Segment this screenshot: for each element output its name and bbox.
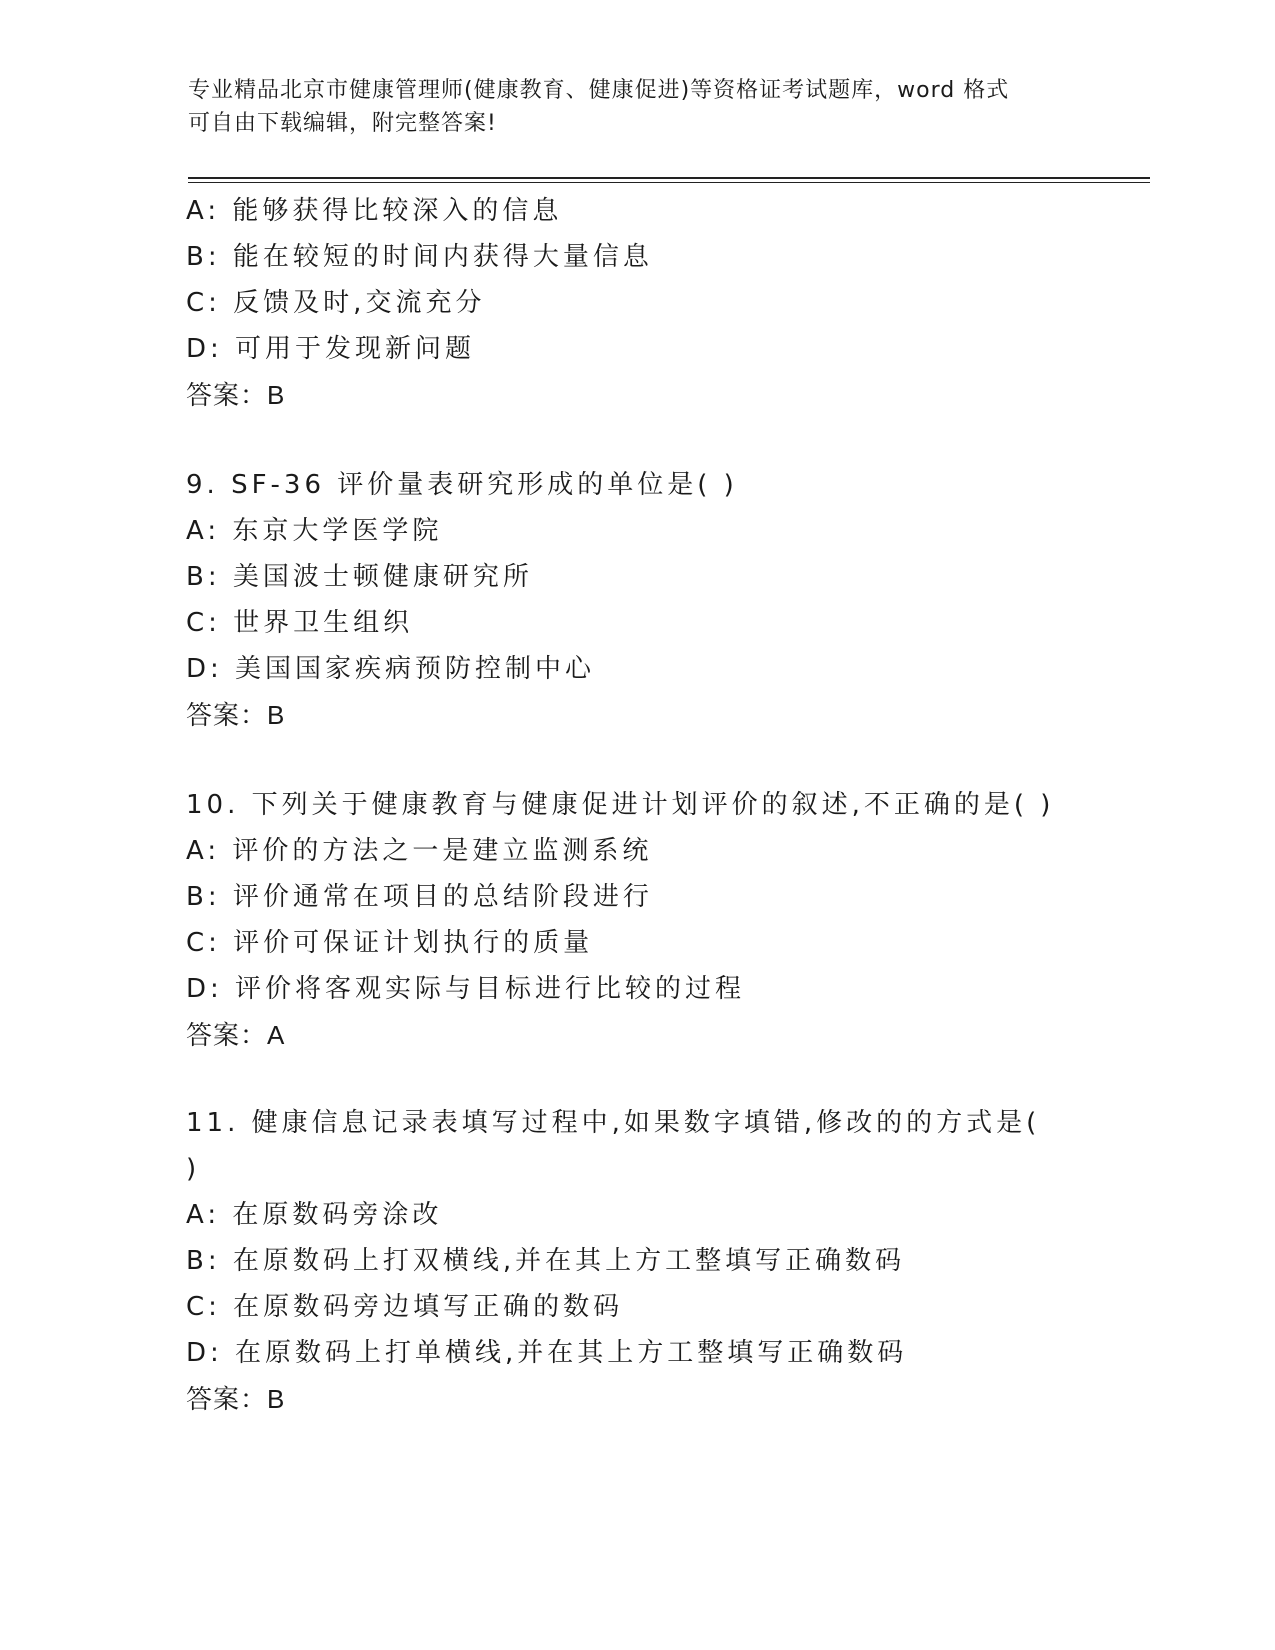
question-block-11 (186, 1100, 1146, 1422)
answer-line: 答案：A (186, 1020, 286, 1050)
option-a: A: 评价的方法之一是建立监测系统 (186, 836, 653, 866)
option-b: B: 评价通常在项目的总结阶段进行 (186, 882, 653, 912)
header-line-1: 专业精品北京市健康管理师(健康教育、健康促进)等资格证考试题库，word 格式 (188, 78, 1010, 103)
option-d: D: 评价将客观实际与目标进行比较的过程 (186, 974, 746, 1004)
option-b: B: 美国波士顿健康研究所 (186, 562, 533, 592)
question-text-continued: ) (186, 1154, 201, 1184)
option-d: D: 可用于发现新问题 (186, 334, 476, 364)
question-list (186, 188, 1146, 1422)
question-text: 11. 健康信息记录表填写过程中,如果数字填错,修改的的方式是( (186, 1108, 1041, 1138)
option-a: A: 能够获得比较深入的信息 (186, 196, 563, 226)
question-block-8 (186, 188, 1146, 418)
option-c: C: 评价可保证计划执行的质量 (186, 928, 594, 958)
question-block-10 (186, 782, 1146, 1058)
question-block-9 (186, 462, 1146, 738)
question-text: 10. 下列关于健康教育与健康促进计划评价的叙述,不正确的是( ) (186, 790, 1055, 820)
question-text: 9. SF-36 评价量表研究形成的单位是( ) (186, 470, 738, 500)
header-line-2: 可自由下载编辑，附完整答案! (188, 111, 497, 136)
header-divider-thin (188, 182, 1150, 183)
answer-line: 答案：B (186, 1384, 286, 1414)
answer-line: 答案：B (186, 700, 286, 730)
option-a: A: 东京大学医学院 (186, 516, 443, 546)
document-header (188, 74, 1088, 140)
option-d: D: 在原数码上打单横线,并在其上方工整填写正确数码 (186, 1338, 908, 1368)
option-c: C: 反馈及时,交流充分 (186, 288, 486, 318)
option-b: B: 能在较短的时间内获得大量信息 (186, 242, 653, 272)
answer-line: 答案：B (186, 380, 286, 410)
header-divider-thick (188, 177, 1150, 179)
option-a: A: 在原数码旁涂改 (186, 1200, 443, 1230)
option-b: B: 在原数码上打双横线,并在其上方工整填写正确数码 (186, 1246, 906, 1276)
option-c: C: 在原数码旁边填写正确的数码 (186, 1292, 624, 1322)
option-c: C: 世界卫生组织 (186, 608, 414, 638)
option-d: D: 美国国家疾病预防控制中心 (186, 654, 596, 684)
